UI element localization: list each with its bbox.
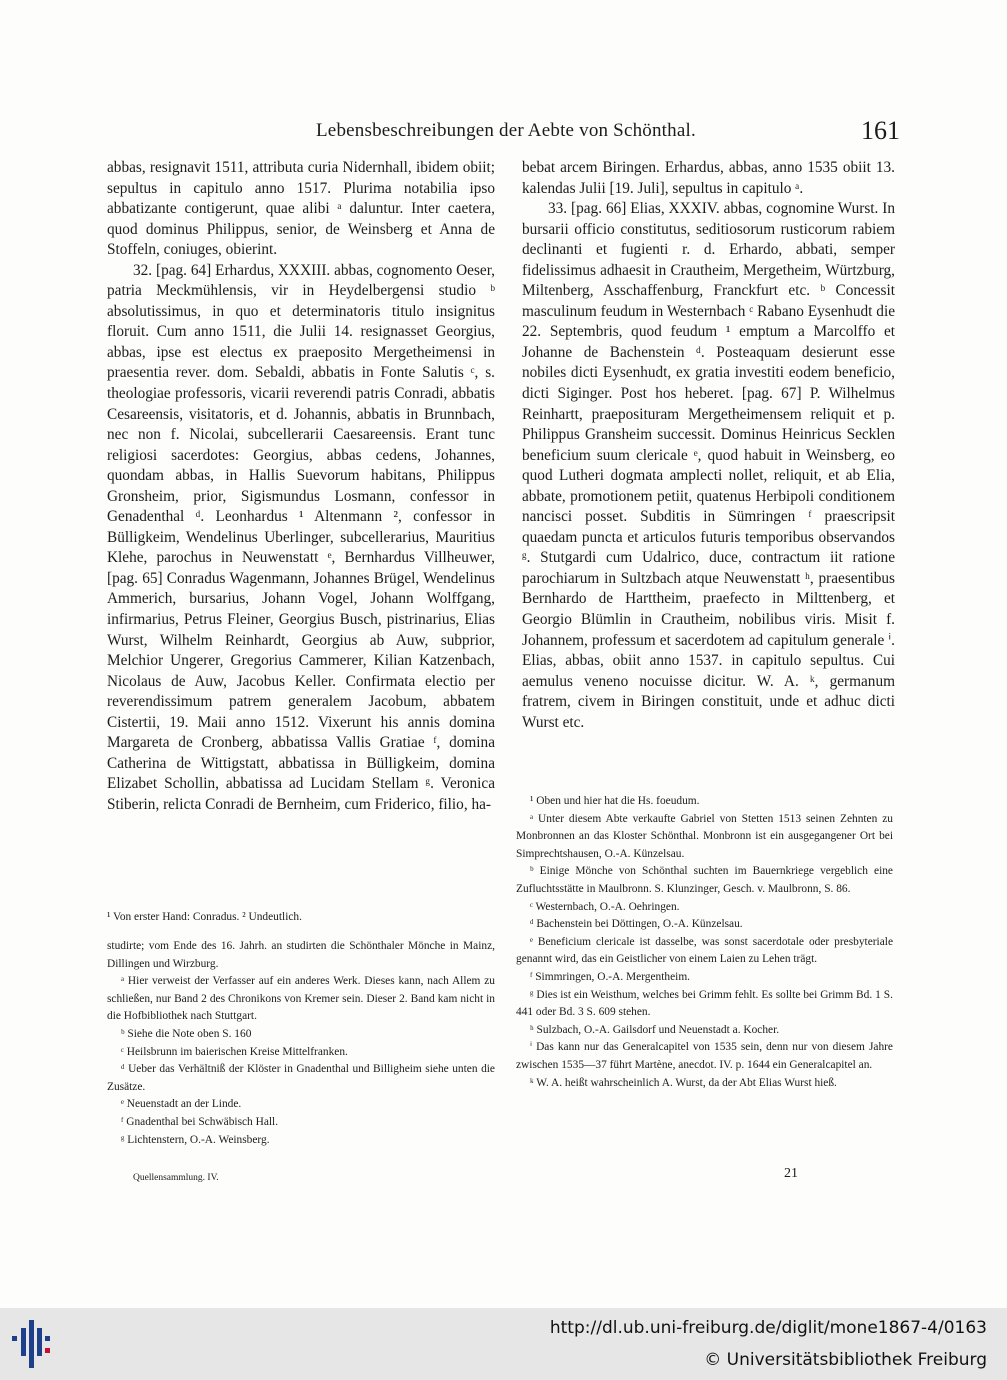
paragraph: abbas, resignavit 1511, attributa curia Nidernhall, ibidem obiit; sepultus in capitulo anno 1517. Plurima notabilia ipso abbatizante contigerunt, quae alibi ᵃ daluntur. Inter caetera, quod dominus Philippus, senior, de Weinsberg et Anna de Stoffeln, coniuges, obierint. <box>107 159 495 259</box>
footnote: ᵈ Ueber das Verhältniß der Klöster in Gnadenthal und Billigheim siehe unten die Zusätze. <box>107 1063 495 1093</box>
footnote: ᶠ Gnadenthal bei Schwäbisch Hall. <box>121 1115 279 1128</box>
footnote: studirte; vom Ende des 16. Jahrh. an studirten die Schönthaler Mönche in Mainz, Dillingen und Wirzburg. <box>107 940 495 970</box>
footnote: ᵃ Hier verweist der Verfasser auf ein anderes Werk. Dieses kann, nach Allem zu schließen, nur Band 2 des Chronikons von Kremer sein. Dieser 2. Band kam nicht in die Hofbibliothek nach Stuttgart. <box>107 975 495 1023</box>
footnote: ᶜ Heilsbrunn im baierischen Kreise Mittelfranken. <box>121 1045 348 1058</box>
footnote: ᵏ W. A. heißt wahrscheinlich A. Wurst, da der Abt Elias Wurst hieß. <box>530 1076 837 1089</box>
footnote: ᵍ Lichtenstern, O.-A. Weinsberg. <box>121 1133 270 1146</box>
footnote: ᵍ Dies ist ein Weisthum, welches bei Grimm fehlt. Es sollte bei Grimm Bd. 1 S. 441 oder Bd. 3 S. 609 stehen. <box>516 988 893 1019</box>
footnote: ᵃ Unter diesem Abte verkaufte Gabriel von Stetten 1513 seinen Zehnten zu Monbronnen an das Kloster Schönthal. Monbronn ist ein ausgegangener Ort bei Simprechtshausen, O.-A. Künzelsau. <box>516 812 893 860</box>
footnote: ᶜ Westernbach, O.-A. Oehringen. <box>530 900 680 913</box>
permalink-url[interactable]: http://dl.ub.uni-freiburg.de/diglit/mone1867-4/0163 <box>549 1318 987 1338</box>
page-number: 161 <box>861 116 900 145</box>
signature-line: Quellensammlung. IV. <box>133 1173 219 1183</box>
footnote: ᵇ Siehe die Note oben S. 160 <box>121 1027 252 1040</box>
left-footnotes <box>107 938 495 1149</box>
paragraph: 33. [pag. 66] Elias, XXXIV. abbas, cognomine Wurst. In bursarii officio constitutus, seditiosorum rusticorum rabiem declinanti et fugienti r. d. Erhardo, abbati, semper fidelissimus adhaesit in Crautheim, Mergetheim, Würtzburg, Miltenberg, Asschaffenburg, Franckfurt etc. ᵇ Concessit masculinum feudum in Westernbach ᶜ Rabano Eysenhudt die 22. Septembris, quod feudum ¹ emptum a Marcolffo et Johanne de Bachenstein ᵈ. Posteaquam desierunt esse nobiles dicti Eysenhudt, ex gratia investiti eodem beneficio, dicti Siginger. Post hos heberet. [pag. 67] P. Wilhelmus Reinhartt, praeposituram Mergetheimensem reliquit et p. Philippus Gransheim successit. Dominus Heinricus Secklen beneficium suum clericale ᵉ, quod habuit in Weinsberg, eo quod Lutheri dogmata amplecti nollet, reliquit, et ab Elia, abbate, promotionem petiit, quatenus Herbipoli conditionem nancisci posset. Subditis in Sümringen ᶠ praescripsit quaedam puncta et articulos futuris temporibus observandos ᵍ. Stutgardi cum Udalrico, duce, contractum iit ratione parochiarum in Sultzbach atque Neuwenstatt ʰ, praesentibus Bernhardo de Harttheim, praefecto in Milttenberg, et Georgio Blümlin in Crautheim, nobilibus viris. Misit f. Johannem, professum et sacerdotem ad capitulum generale ⁱ. Elias, abbas, obiit anno 1537. in capitulo sepultus. Cui aemulus veneno nocuisse dicitur. W. A. ᵏ, germanum fratrem, civem in Biringen constituit, unde et adhuc dicti Wurst etc. <box>522 200 895 731</box>
paragraph: 32. [pag. 64] Erhardus, XXXIII. abbas, cognomento Oeser, patria Meckmühlensis, vir in Heydelbergensi studio ᵇ absolutissimus, in quo et determinatoris titulo insignitus floruit. Cum anno 1511, die Julii 14. resignasset Georgius, abbas, ipse est electus ex praeposito Mergetheimensi in praesentia rever. dom. Sebaldi, abbatis in Fonte Salutis ᶜ, s. theologiae professoris, vicarii reverendi patris Conradi, abbatis Cesareensis, visitatoris, et d. Johannis, abbatis in Brunnbach, nec non f. Nicolai, subcellerarii Caesareensis. Erant tunc religiosi sacerdotes: Georgius, abbas cedens, Johannes, quondam abbas, in Hallis Suevorum habitans, Philippus Gronsheim, prior, Sigismundus Losmann, confessor in Genadenthal ᵈ. Leonhardus ¹ Altenmann ², confessor in Bülligkeim, Wendelinus Uberlinger, subcellerarius, Mauritius Klehe, parochus in Neuwenstatt ᵉ, Bernhardus Villheuwer, [pag. 65] Conradus Wagenmann, Johannes Brügel, Wendelinus Ammerich, bursarius, Johann Vogel, Johann Wolffgang, infirmarius, Petrus Fleiner, Georgius Busch, pistrinarius, Elias Wurst, Wilhelm Reinhardt, Georgius ab Auw, subprior, Melchior Ungerer, Gregorius Cammerer, Kilian Katzenbach, Nicolaus de Auw, Jacobus Keller. Confirmata electio per reverendissimum patrem generalem Jacobum, abbatem Cistertii, 19. Maii anno 1512. Vixerunt his annis domina Margareta de Cronberg, abbatissa Vallis Gratiae ᶠ, domina Catherina de Wittigstatt, abbatissa in Bülligkeim, domina Elizabet Schollin, abbatissa ad Lucidam Stellam ᵍ. Veronica Stiberin, relicta Conradi de Bernheim, cum Friderico, filio, ha- <box>107 261 495 813</box>
sheet-number: 21 <box>784 1166 798 1181</box>
viewer-footer <box>0 1308 1007 1380</box>
left-top-footnotes <box>107 909 495 927</box>
left-column <box>107 158 495 816</box>
footnote: ¹ Von erster Hand: Conradus. ² Undeutlich. <box>107 911 302 923</box>
copyright-notice: © Universitätsbibliothek Freiburg <box>704 1350 987 1370</box>
library-logo-icon <box>8 1318 54 1370</box>
footnote: ¹ Oben und hier hat die Hs. foeudum. <box>530 795 700 807</box>
footnote: ᵉ Neuenstadt an der Linde. <box>121 1098 242 1111</box>
page-header <box>316 118 900 152</box>
footnote: ᵇ Einige Mönche von Schönthal suchten im Bauernkriege vergeblich eine Zufluchtsstätte in Maulbronn. S. Klunzinger, Gesch. v. Maulbronn, S. 86. <box>516 865 893 895</box>
footnote: ᵉ Beneficium clericale ist dasselbe, was sonst sacerdotale oder presbyteriale genannt wird, das ein Geistlicher von einem Laien zu Lehen trägt. <box>516 935 893 966</box>
right-column <box>522 158 895 733</box>
footnote: ʰ Sulzbach, O.-A. Gailsdorf und Neuenstadt a. Kocher. <box>530 1023 780 1036</box>
footnote: ᶠ Simmringen, O.-A. Mergentheim. <box>530 970 691 983</box>
paragraph: bebat arcem Biringen. Erhardus, abbas, anno 1535 obiit 13. kalendas Julii [19. Juli], sepultus in capitulo ᵃ. <box>522 159 895 197</box>
footnote: ᵈ Bachenstein bei Döttingen, O.-A. Künzelsau. <box>530 918 743 931</box>
footnote: ⁱ Das kann nur das Generalcapitel von 1535 sein, denn nur von diesem Jahre zwischen 1535—37 führt Martène, anecdot. IV. p. 1644 ein Generalcapitel an. <box>516 1041 893 1071</box>
running-title: Lebensbeschreibungen der Aebte von Schönthal. <box>316 120 696 141</box>
right-footnotes <box>516 793 893 1092</box>
